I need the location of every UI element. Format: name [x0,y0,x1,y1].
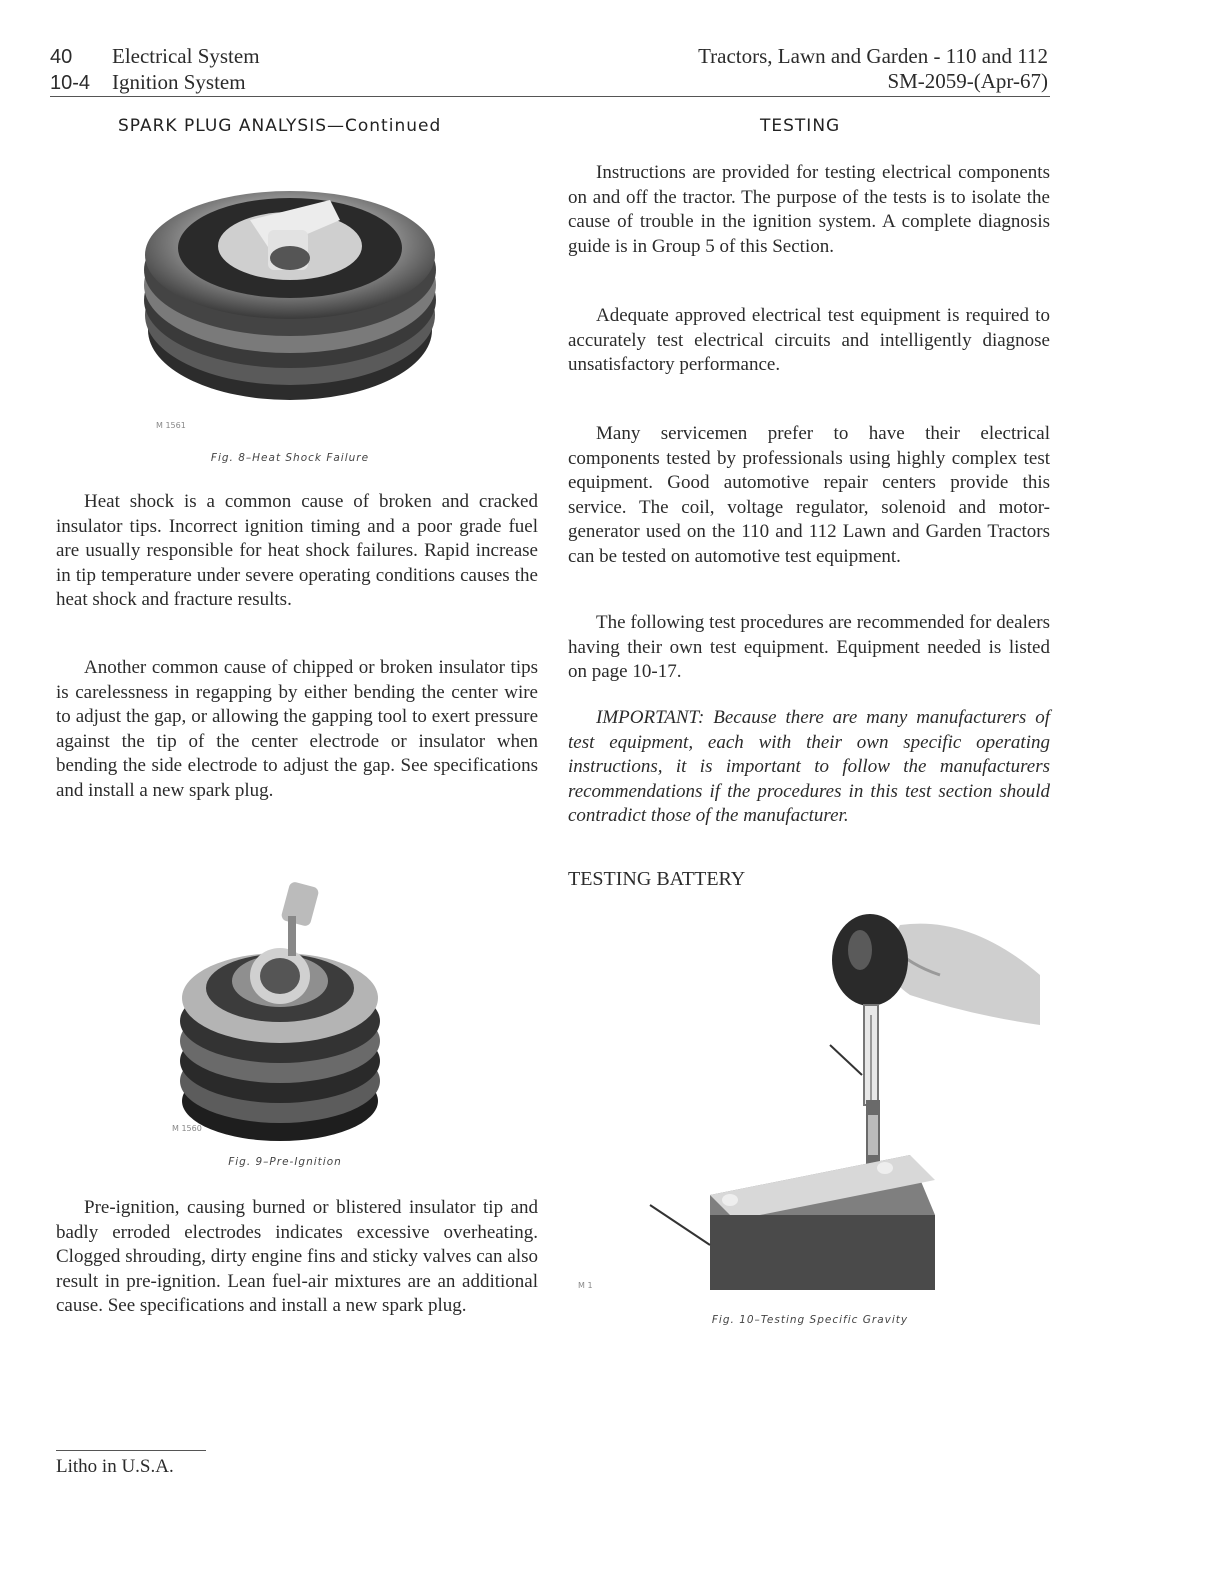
right-paragraph-4: The following test procedures are recommended for dealers having their own test equipment. Equipment needed is listed on page 10-17. [568,612,1050,682]
fig9-photo [180,876,380,1146]
left-section-heading: SPARK PLUG ANALYSIS—Continued [118,116,442,136]
fig9-caption: Fig. 9–Pre-Ignition [228,1156,342,1168]
right-section-heading: TESTING [760,116,841,136]
fig8-caption: Fig. 8–Heat Shock Failure [210,452,370,464]
right-paragraph-1: Instructions are provided for testing electrical components on and off the tractor. The purpose of the tests is to isolate the cause of trouble in the ignition system. A complete diagnosis guide is in Group 5 of this Section. [568,162,1050,257]
section-number: 10-4 [50,72,91,94]
important-note: IMPORTANT: Because there are many manufacturers of test equipment, each with their own specific operating instructions, it is important to follow the manufacturers recommendations if the procedures in this test section should contradict those of the manufacturer. [568,707,1050,826]
fig9-tiny-label: M 1560 [172,1124,202,1133]
manual-title: Tractors, Lawn and Garden - 110 and 112 [698,44,1048,68]
header-left [50,44,260,96]
testing-battery-heading: TESTING BATTERY [568,868,746,890]
fig8-tiny-label: M 1561 [156,421,186,430]
right-paragraph-2: Adequate approved electrical test equipment is required to accurately test electrical circuits and intelligently diagnose unsatisfactory performance. [568,305,1050,375]
manual-code: SM-2059-(Apr-67) [887,69,1048,93]
fig10-tiny-label: M 1 [578,1281,593,1290]
section-title: Ignition System [112,70,246,94]
page-number: 40 [50,46,73,68]
left-paragraph-1: Heat shock is a common cause of broken and cracked insulator tips. Incorrect ignition timing and a poor grade fuel are usually responsible for heat shock failures. Rapid increase in tip temperature under severe operating conditions causes the heat shock and fracture results. [56,491,538,610]
header-rule [50,96,1050,97]
footer-rule [56,1450,206,1451]
fig10-caption: Fig. 10–Testing Specific Gravity [711,1314,909,1326]
chapter-title: Electrical System [112,44,260,68]
fig10-photo [640,905,1040,1305]
header-right [698,44,1048,94]
fig8-photo [140,160,440,420]
footer-text: Litho in U.S.A. [56,1456,174,1477]
left-paragraph-2: Another common cause of chipped or broken insulator tips is carelessness in regapping by either bending the center wire to adjust the gap, or allowing the gapping tool to exert pressure against the tip of the center electrode or insulator when bending the side electrode to adjust the gap. See specifications and install a new spark plug. [56,657,538,801]
left-paragraph-3: Pre-ignition, causing burned or blistered insulator tip and badly erroded electrodes indicates excessive overheating. Clogged shrouding, dirty engine fins and sticky valves can also result in pre-ignition. Lean fuel-air mixtures are an additional cause. See specifications and install a new spark plug. [56,1197,538,1316]
right-paragraph-3: Many servicemen prefer to have their electrical components tested by professionals using highly complex test equipment. Good automotive repair centers provide this service. The coil, voltage regulator, solenoid and motor-generator used on the 110 and 112 Lawn and Garden Tractors can be tested on automotive test equipment. [568,423,1050,567]
